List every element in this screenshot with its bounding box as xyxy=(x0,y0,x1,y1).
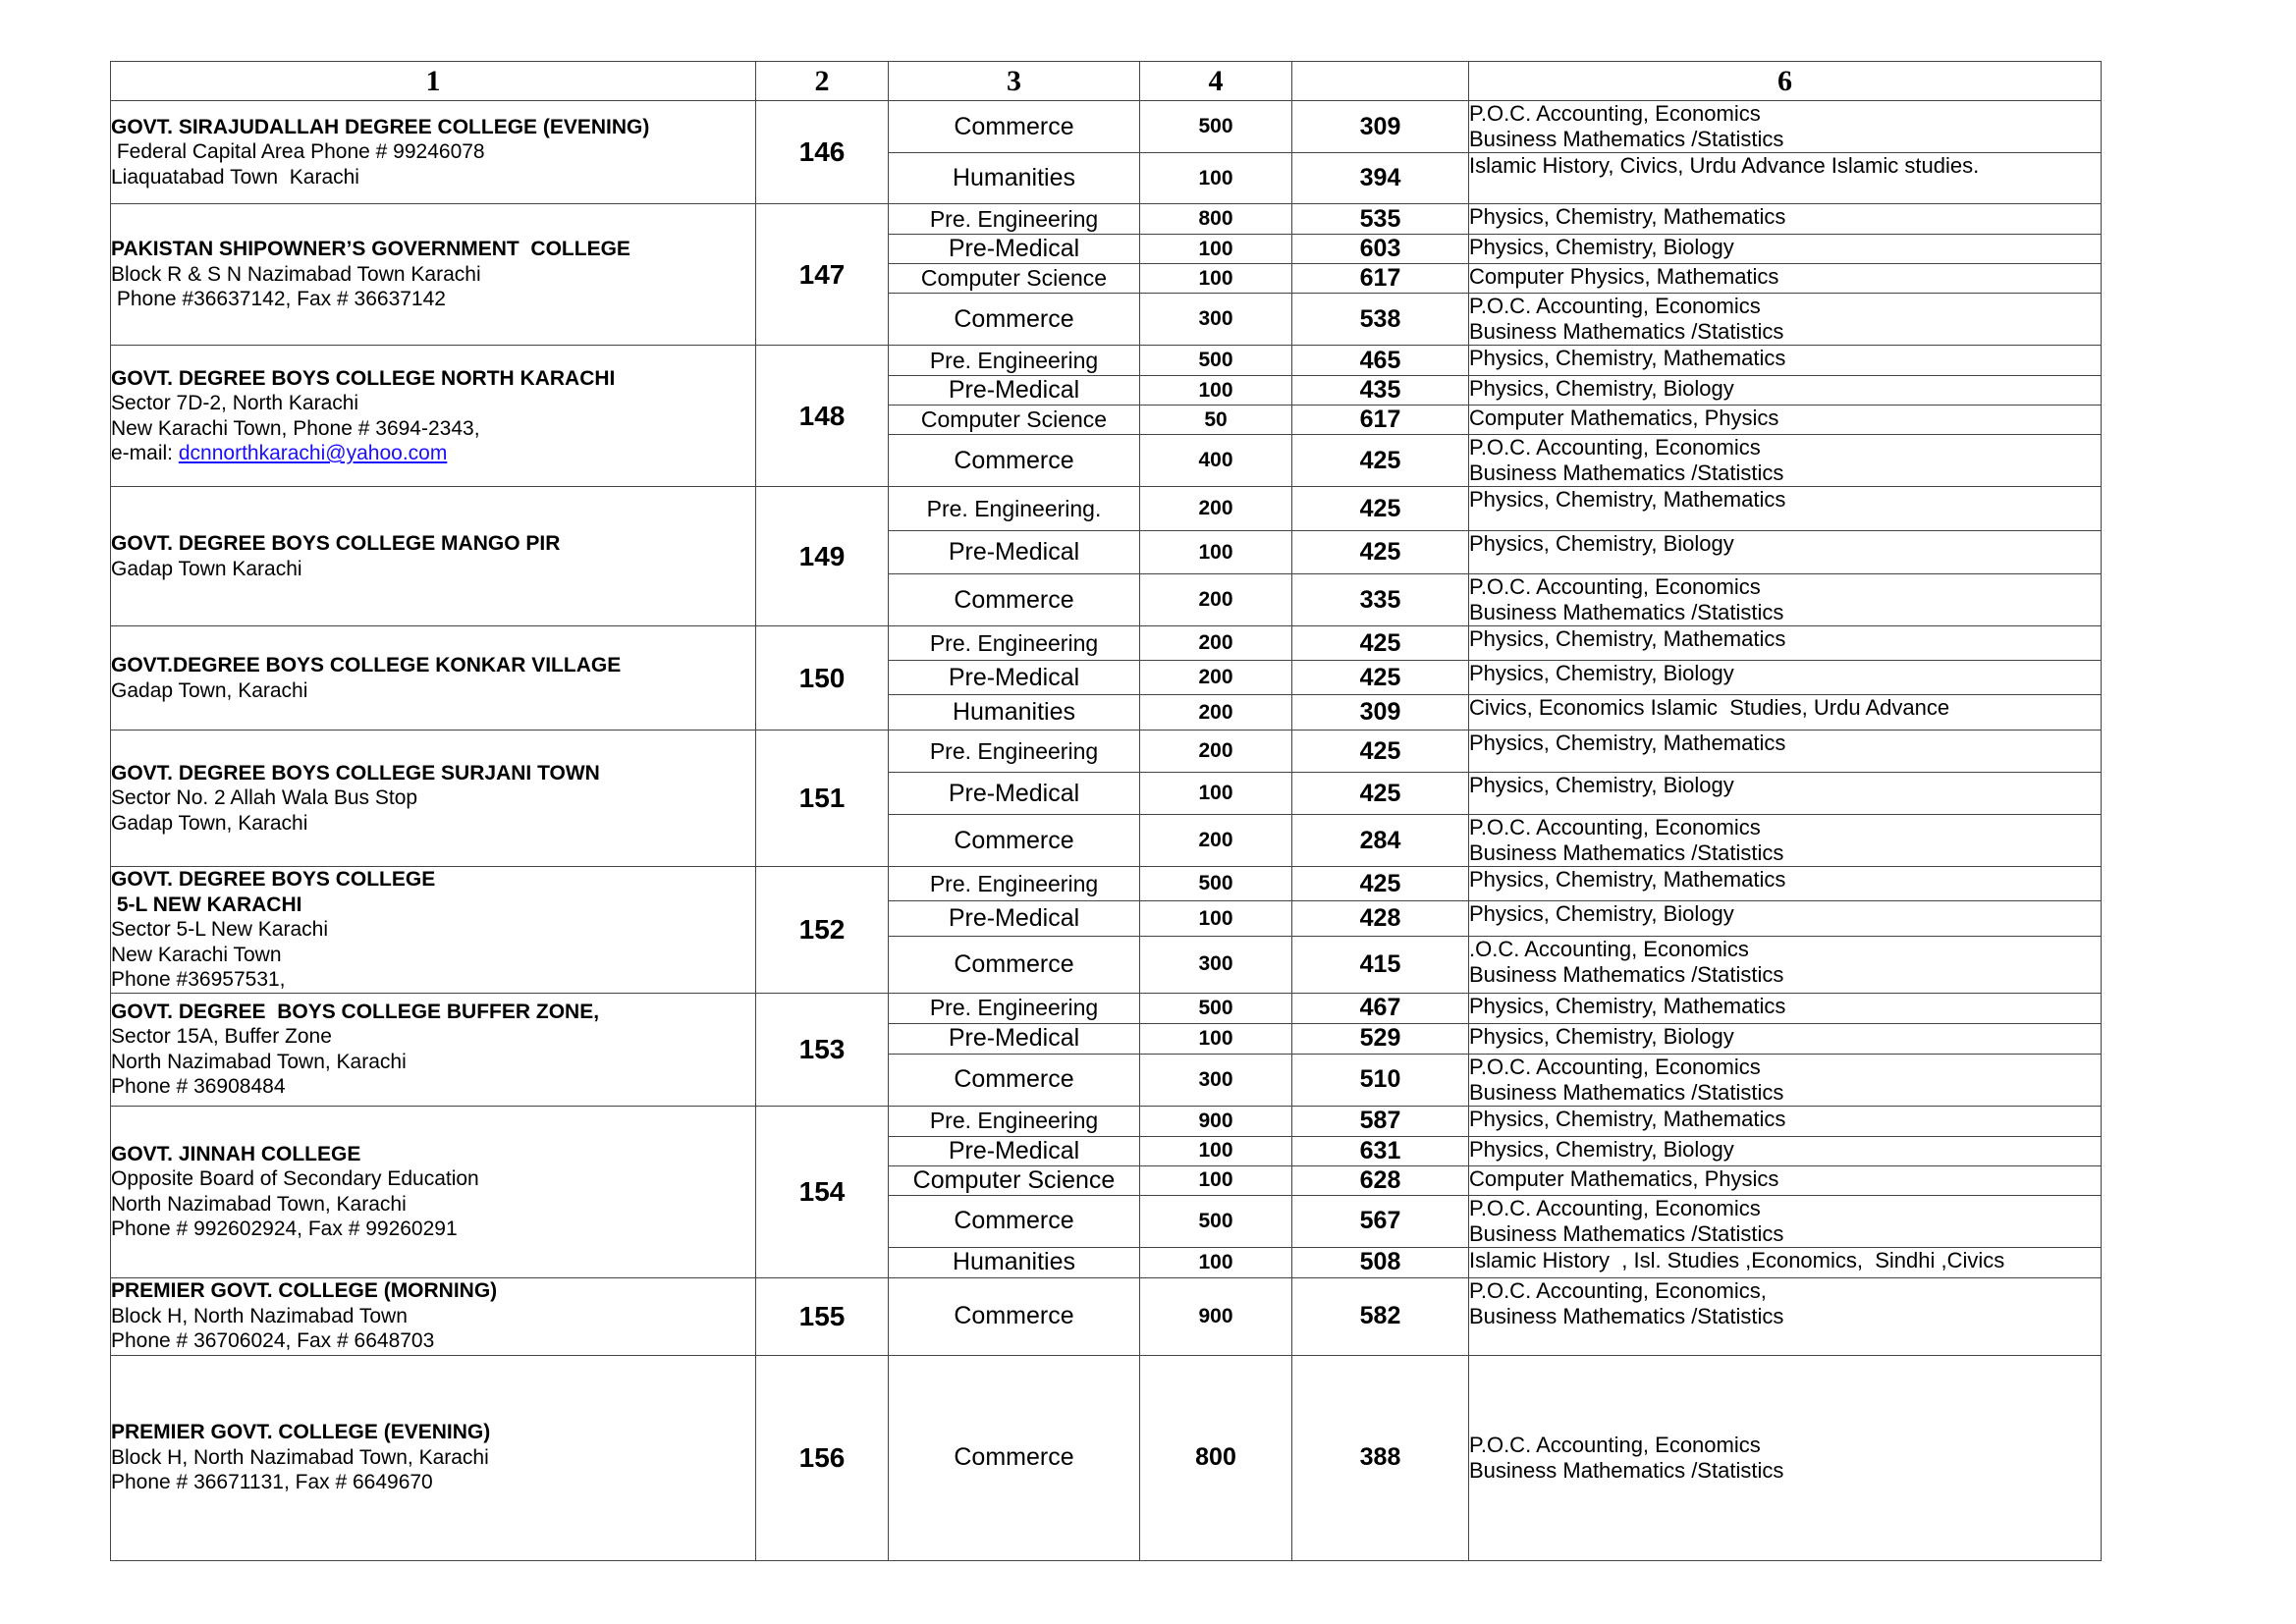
table-row xyxy=(111,101,2102,153)
subject-line: Business Mathematics /Statistics xyxy=(1469,1457,1784,1483)
subjects-cell xyxy=(1469,661,2102,695)
subjects-cell xyxy=(1469,901,2102,937)
discipline-cell: Commerce xyxy=(889,435,1140,487)
discipline-cell: Commerce xyxy=(889,937,1140,993)
seats-cell: 200 xyxy=(1140,731,1292,773)
seats-cell: 500 xyxy=(1140,867,1292,901)
college-address-line: Opposite Board of Secondary Education xyxy=(111,1167,479,1190)
subjects-cell xyxy=(1469,574,2102,626)
merit-cell: 617 xyxy=(1292,264,1469,294)
seats-cell: 100 xyxy=(1140,1136,1292,1165)
subject-line: Business Mathematics /Statistics xyxy=(1469,319,1784,344)
college-name: PREMIER GOVT. COLLEGE (MORNING) xyxy=(111,1279,498,1303)
merit-cell: 309 xyxy=(1292,695,1469,731)
college-code: 148 xyxy=(756,346,889,487)
seats-cell: 200 xyxy=(1140,487,1292,531)
seats-cell: 300 xyxy=(1140,937,1292,993)
discipline-cell: Computer Science xyxy=(889,1165,1140,1195)
discipline-cell: Pre-Medical xyxy=(889,661,1140,695)
table-row xyxy=(111,204,2102,235)
college-name: GOVT. DEGREE BOYS COLLEGE NORTH KARACHI xyxy=(111,366,616,390)
merit-cell: 428 xyxy=(1292,901,1469,937)
seats-cell: 100 xyxy=(1140,901,1292,937)
college-name: 5-L NEW KARACHI xyxy=(111,893,302,916)
discipline-cell: Commerce xyxy=(889,1054,1140,1106)
seats-cell: 500 xyxy=(1140,101,1292,153)
subjects-cell xyxy=(1469,1054,2102,1106)
college-code: 154 xyxy=(756,1106,889,1277)
subject-line: Business Mathematics /Statistics xyxy=(1469,962,1784,988)
merit-cell: 587 xyxy=(1292,1106,1469,1136)
subject-line: Physics, Chemistry, Biology xyxy=(1469,773,1734,797)
merit-cell: 567 xyxy=(1292,1195,1469,1247)
college-info-cell xyxy=(111,204,756,346)
merit-cell: 603 xyxy=(1292,235,1469,264)
college-info-cell xyxy=(111,1277,756,1355)
table-row xyxy=(111,1106,2102,1136)
merit-cell: 425 xyxy=(1292,531,1469,574)
subject-line: Physics, Chemistry, Mathematics xyxy=(1469,487,1786,512)
discipline-cell: Pre. Engineering xyxy=(889,626,1140,661)
college-name: GOVT.DEGREE BOYS COLLEGE KONKAR VILLAGE xyxy=(111,654,622,677)
merit-cell: 284 xyxy=(1292,815,1469,867)
merit-cell: 388 xyxy=(1292,1355,1469,1560)
discipline-cell: Commerce xyxy=(889,815,1140,867)
college-name: GOVT. DEGREE BOYS COLLEGE BUFFER ZONE, xyxy=(111,1000,600,1023)
subjects-cell xyxy=(1469,264,2102,294)
subject-line: P.O.C. Accounting, Economics xyxy=(1469,1432,1761,1457)
discipline-cell: Pre-Medical xyxy=(889,235,1140,264)
subjects-cell xyxy=(1469,1023,2102,1054)
seats-cell: 300 xyxy=(1140,294,1292,346)
seats-cell: 100 xyxy=(1140,1247,1292,1277)
college-code: 151 xyxy=(756,731,889,867)
discipline-cell: Pre-Medical xyxy=(889,773,1140,815)
college-address-line: Block H, North Nazimabad Town, Karachi xyxy=(111,1445,489,1469)
subjects-cell xyxy=(1469,204,2102,235)
college-address-line: Phone # 36908484 xyxy=(111,1075,286,1098)
subjects-cell xyxy=(1469,1106,2102,1136)
seats-cell: 500 xyxy=(1140,346,1292,376)
subjects-cell xyxy=(1469,695,2102,731)
subject-line: Business Mathematics /Statistics xyxy=(1469,840,1784,865)
table-row xyxy=(111,867,2102,901)
college-address-line: Phone #36957531, xyxy=(111,968,286,991)
discipline-cell: Commerce xyxy=(889,1195,1140,1247)
college-address-line: Sector No. 2 Allah Wala Bus Stop xyxy=(111,786,418,810)
college-info-cell xyxy=(111,1355,756,1560)
seats-cell: 400 xyxy=(1140,435,1292,487)
discipline-cell: Commerce xyxy=(889,101,1140,153)
subjects-cell xyxy=(1469,101,2102,153)
discipline-cell: Pre. Engineering. xyxy=(889,487,1140,531)
college-code: 153 xyxy=(756,993,889,1106)
college-info-cell xyxy=(111,993,756,1106)
subject-line: Business Mathematics /Statistics xyxy=(1469,1303,1784,1328)
seats-cell: 100 xyxy=(1140,1023,1292,1054)
merit-cell: 425 xyxy=(1292,487,1469,531)
subjects-cell xyxy=(1469,1165,2102,1195)
discipline-cell: Commerce xyxy=(889,1277,1140,1355)
subjects-cell xyxy=(1469,406,2102,435)
discipline-cell: Commerce xyxy=(889,1355,1140,1560)
discipline-cell: Pre. Engineering xyxy=(889,1106,1140,1136)
admission-table xyxy=(110,61,2102,1561)
discipline-cell: Pre. Engineering xyxy=(889,204,1140,235)
subjects-cell xyxy=(1469,626,2102,661)
college-address-line: Sector 7D-2, North Karachi xyxy=(111,392,359,414)
subject-line: Physics, Chemistry, Mathematics xyxy=(1469,204,1786,229)
seats-cell: 100 xyxy=(1140,264,1292,294)
college-name: GOVT. DEGREE BOYS COLLEGE xyxy=(111,868,436,891)
college-address-line: North Nazimabad Town, Karachi xyxy=(111,1192,407,1216)
merit-cell: 628 xyxy=(1292,1165,1469,1195)
merit-cell: 394 xyxy=(1292,153,1469,204)
college-name: PREMIER GOVT. COLLEGE (EVENING) xyxy=(111,1421,491,1444)
seats-cell: 100 xyxy=(1140,376,1292,406)
merit-cell: 529 xyxy=(1292,1023,1469,1054)
subjects-cell xyxy=(1469,731,2102,773)
college-code: 147 xyxy=(756,204,889,346)
seats-cell: 50 xyxy=(1140,406,1292,435)
table-row xyxy=(111,1277,2102,1355)
subjects-cell xyxy=(1469,1136,2102,1165)
subject-line: Physics, Chemistry, Biology xyxy=(1469,235,1734,259)
seats-cell: 800 xyxy=(1140,204,1292,235)
college-address-line: Phone # 36706024, Fax # 6648703 xyxy=(111,1329,435,1353)
subject-line: Physics, Chemistry, Mathematics xyxy=(1469,993,1786,1018)
merit-cell: 535 xyxy=(1292,204,1469,235)
table-row xyxy=(111,731,2102,773)
merit-cell: 538 xyxy=(1292,294,1469,346)
merit-cell: 425 xyxy=(1292,867,1469,901)
subjects-cell xyxy=(1469,1247,2102,1277)
subject-line: Physics, Chemistry, Mathematics xyxy=(1469,731,1786,755)
email-label: e-mail: xyxy=(111,442,179,464)
college-code: 156 xyxy=(756,1355,889,1560)
table-row xyxy=(111,993,2102,1023)
seats-cell: 500 xyxy=(1140,1195,1292,1247)
subject-line: P.O.C. Accounting, Economics xyxy=(1469,815,1761,839)
table-row xyxy=(111,487,2102,531)
seats-cell: 200 xyxy=(1140,661,1292,695)
discipline-cell: Pre. Engineering xyxy=(889,731,1140,773)
header-col-5 xyxy=(1292,62,1469,101)
merit-cell: 415 xyxy=(1292,937,1469,993)
discipline-cell: Commerce xyxy=(889,294,1140,346)
seats-cell: 100 xyxy=(1140,235,1292,264)
college-info-cell xyxy=(111,731,756,867)
college-address-line: Gadap Town Karachi xyxy=(111,557,302,580)
subject-line: Physics, Chemistry, Mathematics xyxy=(1469,626,1786,651)
merit-cell: 309 xyxy=(1292,101,1469,153)
discipline-cell: Pre-Medical xyxy=(889,376,1140,406)
merit-cell: 425 xyxy=(1292,773,1469,815)
subject-line: Computer Mathematics, Physics xyxy=(1469,406,1779,430)
college-name: PAKISTAN SHIPOWNER’S GOVERNMENT COLLEGE xyxy=(111,238,630,261)
subject-line: P.O.C. Accounting, Economics xyxy=(1469,101,1761,126)
merit-cell: 465 xyxy=(1292,346,1469,376)
seats-cell: 900 xyxy=(1140,1106,1292,1136)
subject-line: Islamic History , Isl. Studies ,Economics, Sindhi ,Civics xyxy=(1469,1247,2005,1272)
subjects-cell xyxy=(1469,993,2102,1023)
subject-line: P.O.C. Accounting, Economics xyxy=(1469,294,1761,318)
college-address-line: Gadap Town, Karachi xyxy=(111,678,308,702)
merit-cell: 425 xyxy=(1292,731,1469,773)
college-address-line: New Karachi Town xyxy=(111,943,282,966)
subjects-cell xyxy=(1469,487,2102,531)
seats-cell: 200 xyxy=(1140,626,1292,661)
header-col-3: 3 xyxy=(889,62,1140,101)
discipline-cell: Pre. Engineering xyxy=(889,993,1140,1023)
college-address-line: New Karachi Town, Phone # 3694-2343, xyxy=(111,416,480,440)
college-address-line: Block R & S N Nazimabad Town Karachi xyxy=(111,262,481,286)
seats-cell: 200 xyxy=(1140,815,1292,867)
subjects-cell xyxy=(1469,1355,2102,1560)
seats-cell: 200 xyxy=(1140,574,1292,626)
seats-cell: 300 xyxy=(1140,1054,1292,1106)
seats-cell: 100 xyxy=(1140,773,1292,815)
subject-line: P.O.C. Accounting, Economics, xyxy=(1469,1277,1767,1303)
subject-line: P.O.C. Accounting, Economics xyxy=(1469,435,1761,460)
subjects-cell xyxy=(1469,1277,2102,1355)
seats-cell: 500 xyxy=(1140,993,1292,1023)
subject-line: P.O.C. Accounting, Economics xyxy=(1469,574,1761,599)
college-name: GOVT. SIRAJUDALLAH DEGREE COLLEGE (EVENING) xyxy=(111,115,650,138)
discipline-cell: Computer Science xyxy=(889,264,1140,294)
discipline-cell: Humanities xyxy=(889,695,1140,731)
college-address-line: Block H, North Nazimabad Town xyxy=(111,1304,408,1327)
merit-cell: 510 xyxy=(1292,1054,1469,1106)
subject-line: Business Mathematics /Statistics xyxy=(1469,127,1784,151)
discipline-cell: Pre-Medical xyxy=(889,1136,1140,1165)
seats-cell: 200 xyxy=(1140,695,1292,731)
subjects-cell xyxy=(1469,773,2102,815)
table-row xyxy=(111,1355,2102,1560)
subject-line: Computer Mathematics, Physics xyxy=(1469,1165,1779,1191)
merit-cell: 425 xyxy=(1292,435,1469,487)
seats-cell: 100 xyxy=(1140,1165,1292,1195)
subject-line: Islamic History, Civics, Urdu Advance Islamic studies. xyxy=(1469,153,1980,178)
subjects-cell xyxy=(1469,867,2102,901)
subjects-cell xyxy=(1469,815,2102,867)
college-address-line: North Nazimabad Town, Karachi xyxy=(111,1050,407,1073)
subjects-cell xyxy=(1469,1195,2102,1247)
discipline-cell: Humanities xyxy=(889,1247,1140,1277)
subject-line: Business Mathematics /Statistics xyxy=(1469,460,1784,485)
discipline-cell: Humanities xyxy=(889,153,1140,204)
email-link[interactable]: dcnnorthkarachi@yahoo.com xyxy=(178,442,448,464)
college-name: GOVT. DEGREE BOYS COLLEGE SURJANI TOWN xyxy=(111,761,600,785)
college-code: 149 xyxy=(756,487,889,626)
college-address-line: Phone # 992602924, Fax # 99260291 xyxy=(111,1218,458,1240)
discipline-cell: Pre-Medical xyxy=(889,531,1140,574)
college-code: 150 xyxy=(756,626,889,731)
header-col-6: 6 xyxy=(1469,62,2102,101)
merit-cell: 425 xyxy=(1292,661,1469,695)
header-col-4: 4 xyxy=(1140,62,1292,101)
college-address-line: Phone # 36671131, Fax # 6649670 xyxy=(111,1471,433,1494)
college-address-line: Sector 15A, Buffer Zone xyxy=(111,1025,332,1048)
header-row xyxy=(111,62,2102,101)
table-row xyxy=(111,346,2102,376)
subject-line: Computer Physics, Mathematics xyxy=(1469,264,1779,289)
seats-cell: 100 xyxy=(1140,153,1292,204)
college-info-cell xyxy=(111,867,756,994)
college-name: GOVT. DEGREE BOYS COLLEGE MANGO PIR xyxy=(111,532,561,555)
subject-line: Physics, Chemistry, Biology xyxy=(1469,1023,1734,1049)
merit-cell: 425 xyxy=(1292,626,1469,661)
merit-cell: 467 xyxy=(1292,993,1469,1023)
merit-cell: 631 xyxy=(1292,1136,1469,1165)
college-info-cell xyxy=(111,626,756,731)
merit-cell: 335 xyxy=(1292,574,1469,626)
seats-cell: 800 xyxy=(1140,1355,1292,1560)
college-info-cell xyxy=(111,1106,756,1277)
discipline-cell: Computer Science xyxy=(889,406,1140,435)
subject-line: Physics, Chemistry, Biology xyxy=(1469,531,1734,556)
college-code: 152 xyxy=(756,867,889,994)
subjects-cell xyxy=(1469,531,2102,574)
merit-cell: 435 xyxy=(1292,376,1469,406)
seats-cell: 900 xyxy=(1140,1277,1292,1355)
subject-line: Business Mathematics /Statistics xyxy=(1469,1079,1784,1105)
subject-line: Business Mathematics /Statistics xyxy=(1469,1220,1784,1246)
subjects-cell xyxy=(1469,346,2102,376)
merit-cell: 582 xyxy=(1292,1277,1469,1355)
discipline-cell: Commerce xyxy=(889,574,1140,626)
merit-cell: 508 xyxy=(1292,1247,1469,1277)
seats-cell: 100 xyxy=(1140,531,1292,574)
college-info-cell xyxy=(111,346,756,487)
subject-line: Physics, Chemistry, Mathematics xyxy=(1469,867,1786,892)
header-col-2: 2 xyxy=(756,62,889,101)
college-name: GOVT. JINNAH COLLEGE xyxy=(111,1142,361,1165)
merit-cell: 617 xyxy=(1292,406,1469,435)
subject-line: P.O.C. Accounting, Economics xyxy=(1469,1195,1761,1220)
discipline-cell: Pre. Engineering xyxy=(889,867,1140,901)
subjects-cell xyxy=(1469,376,2102,406)
table-row xyxy=(111,626,2102,661)
college-info-cell xyxy=(111,487,756,626)
discipline-cell: Pre. Engineering xyxy=(889,346,1140,376)
college-email-line xyxy=(111,441,755,466)
subject-line: Physics, Chemistry, Mathematics xyxy=(1469,1106,1786,1131)
college-code: 155 xyxy=(756,1277,889,1355)
college-address-line: Liaquatabad Town Karachi xyxy=(111,165,359,189)
header-col-1: 1 xyxy=(111,62,756,101)
college-address-line: Sector 5-L New Karachi xyxy=(111,918,328,941)
subject-line: Physics, Chemistry, Biology xyxy=(1469,376,1734,401)
subjects-cell xyxy=(1469,937,2102,993)
subject-line: .O.C. Accounting, Economics xyxy=(1469,937,1749,962)
subjects-cell xyxy=(1469,235,2102,264)
college-address-line: Federal Capital Area Phone # 99246078 xyxy=(111,140,485,164)
subject-line: P.O.C. Accounting, Economics xyxy=(1469,1054,1761,1079)
subject-line: Physics, Chemistry, Biology xyxy=(1469,1136,1734,1162)
subject-line: Business Mathematics /Statistics xyxy=(1469,600,1784,624)
college-info-cell xyxy=(111,101,756,204)
college-address-line: Phone #36637142, Fax # 36637142 xyxy=(111,288,446,311)
subject-line: Civics, Economics Islamic Studies, Urdu Advance xyxy=(1469,695,1950,720)
subject-line: Physics, Chemistry, Biology xyxy=(1469,661,1734,685)
discipline-cell: Pre-Medical xyxy=(889,901,1140,937)
subjects-cell xyxy=(1469,435,2102,487)
subject-line: Physics, Chemistry, Biology xyxy=(1469,901,1734,927)
discipline-cell: Pre-Medical xyxy=(889,1023,1140,1054)
subjects-cell xyxy=(1469,153,2102,204)
college-code: 146 xyxy=(756,101,889,204)
table-body xyxy=(111,101,2102,1561)
subjects-cell xyxy=(1469,294,2102,346)
subject-line: Physics, Chemistry, Mathematics xyxy=(1469,346,1786,370)
college-address-line: Gadap Town, Karachi xyxy=(111,811,308,835)
